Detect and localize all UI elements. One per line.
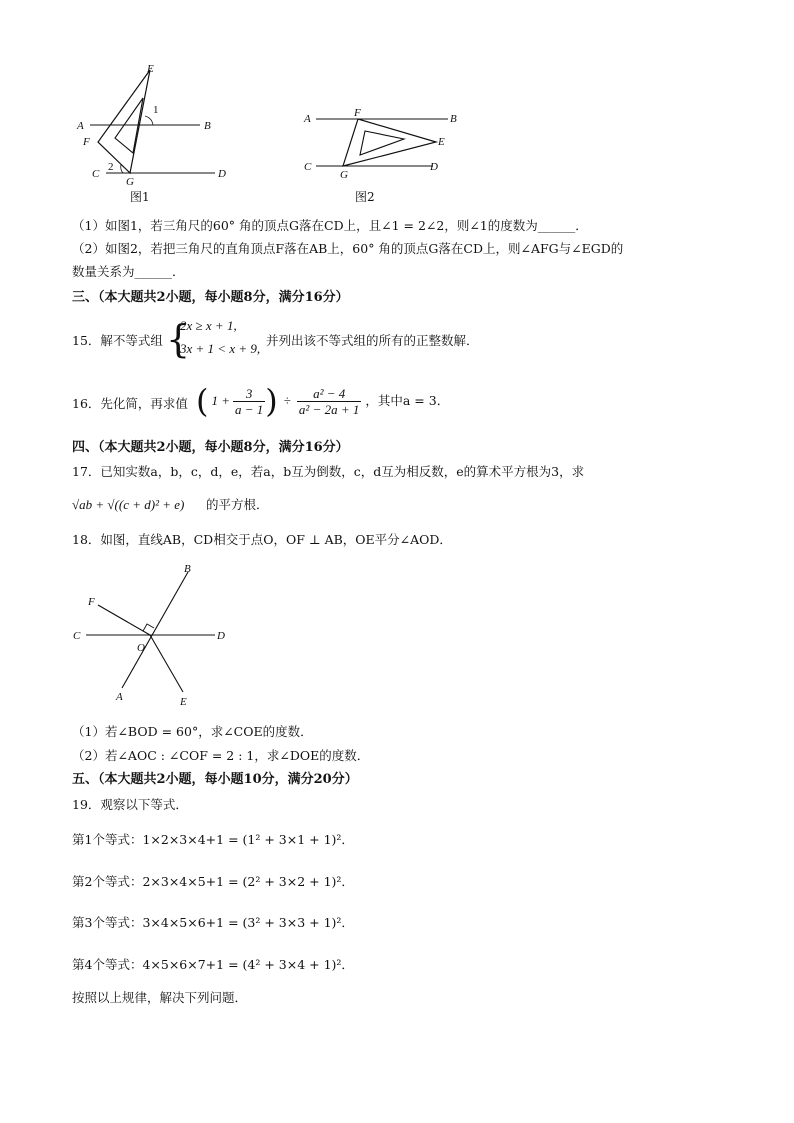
fig3-label-o: O (137, 642, 145, 654)
fig3-line-ab (122, 572, 188, 688)
fig3-label-a: A (116, 691, 123, 703)
figure-2 (298, 98, 468, 188)
fig2-label-c: C (304, 161, 312, 173)
q15-tail: 并列出该不等式组的所有的正整数解． (266, 333, 479, 348)
q19-equation-1: 第1个等式：1×2×3×4+1 = (1² + 3×1 + 1)²． (72, 832, 354, 847)
fig3-label-e: E (180, 696, 187, 708)
fig2-label-b: B (450, 113, 457, 125)
section-4-title: 四、（本大题共2小题，每小题8分，满分16分） (72, 440, 349, 455)
fig3-label-f: F (88, 596, 95, 608)
figure-3 (70, 560, 240, 710)
fig1-label-1: 1 (153, 104, 159, 116)
q16-divide: ÷ (283, 393, 291, 408)
q16-fraction-1 (233, 386, 265, 417)
fig2-caption: 图2 (355, 190, 375, 204)
q16-fraction-1-num: 3 (233, 386, 265, 402)
q16-fraction-2-num: a² − 4 (297, 386, 361, 402)
q16-paren-left: ( (196, 382, 209, 420)
fig1-label-a: A (77, 120, 84, 132)
q14-part-2-line-2: 数量关系为______． (72, 264, 185, 279)
q19-equation-2: 第2个等式：2×3×4×5+1 = (2² + 3×2 + 1)²． (72, 874, 354, 889)
q16-fraction-1-den: a − 1 (235, 401, 264, 417)
fig2-label-g: G (340, 169, 348, 181)
fig2-label-f: F (354, 107, 361, 119)
q16-paren-right: ) (265, 382, 278, 420)
fig1-caption: 图1 (130, 190, 150, 204)
fig1-label-b: B (204, 120, 211, 132)
fig2-label-d: D (430, 161, 438, 173)
q15-lead: 15．解不等式组 (72, 333, 163, 348)
q17-tail: 的平方根． (206, 497, 269, 512)
fig1-label-c: C (92, 168, 100, 180)
q16-one-plus: 1 + (211, 393, 231, 408)
q18-stem: 18．如图，直线AB，CD相交于点O，OF ⊥ AB，OE平分∠AOD． (72, 532, 452, 547)
fig3-label-d: D (217, 630, 225, 642)
q15-inequality-1: 2x ≥ x + 1, (180, 318, 237, 333)
q16-fraction-2 (297, 386, 361, 417)
q16-lead: 16．先化简，再求值 (72, 396, 188, 411)
q19-equation-3: 第3个等式：3×4×5×6+1 = (3² + 3×3 + 1)²． (72, 915, 354, 930)
q19-stem: 19．观察以下等式． (72, 797, 188, 812)
q15-brace: { (166, 317, 191, 361)
fig3-ray-of (98, 605, 150, 635)
q17-expression: √ab + √((c + d)² + e) (72, 497, 185, 512)
fig3-right-angle-mark (143, 624, 154, 631)
q17-line-1: 17．已知实数a，b，c，d，e，若a，b互为倒数，c，d互为相反数，e的算术平方根为3，求 (72, 464, 585, 479)
q14-part-2-line-1: （2）如图2，若把三角尺的直角顶点F落在AB上，60° 角的顶点G落在CD上，则∠AFG与∠EGD的 (72, 241, 624, 256)
q19-tail: 按照以上规律，解决下列问题． (72, 990, 248, 1005)
section-3-title: 三、（本大题共2小题，每小题8分，满分16分） (72, 290, 349, 305)
q14-part-1: （1）如图1，若三角尺的60° 角的顶点G落在CD上，且∠1 = 2∠2，则∠1的度数为______． (72, 218, 588, 233)
fig1-label-2: 2 (108, 161, 114, 173)
fig1-label-g: G (126, 176, 134, 188)
fig1-label-f: F (83, 136, 90, 148)
q19-equation-4: 第4个等式：4×5×6×7+1 = (4² + 3×4 + 1)²． (72, 957, 354, 972)
q18-part-2: （2）若∠AOC : ∠COF = 2 : 1，求∠DOE的度数． (72, 748, 370, 763)
fig1-angle-1-arc (145, 116, 153, 125)
q16-fraction-2-den: a² − 2a + 1 (298, 401, 360, 417)
fig3-ray-oe (150, 635, 183, 692)
fig2-label-e: E (438, 136, 445, 148)
figure-1 (70, 58, 250, 208)
q16-expression (196, 381, 449, 421)
fig1-triangle-outer (98, 70, 150, 173)
q15-inequality-2: 3x + 1 < x + 9, (180, 341, 261, 356)
fig3-label-b: B (184, 563, 191, 575)
fig1-label-e: E (147, 63, 154, 75)
fig3-label-c: C (73, 630, 81, 642)
q16-tail: ，其中a = 3． (365, 393, 450, 408)
fig1-label-d: D (218, 168, 226, 180)
q18-part-1: （1）若∠BOD = 60°，求∠COE的度数． (72, 724, 313, 739)
fig2-label-a: A (304, 113, 311, 125)
fig2-triangle-outer (343, 119, 436, 166)
section-5-title: 五、（本大题共2小题，每小题10分，满分20分） (72, 772, 358, 787)
